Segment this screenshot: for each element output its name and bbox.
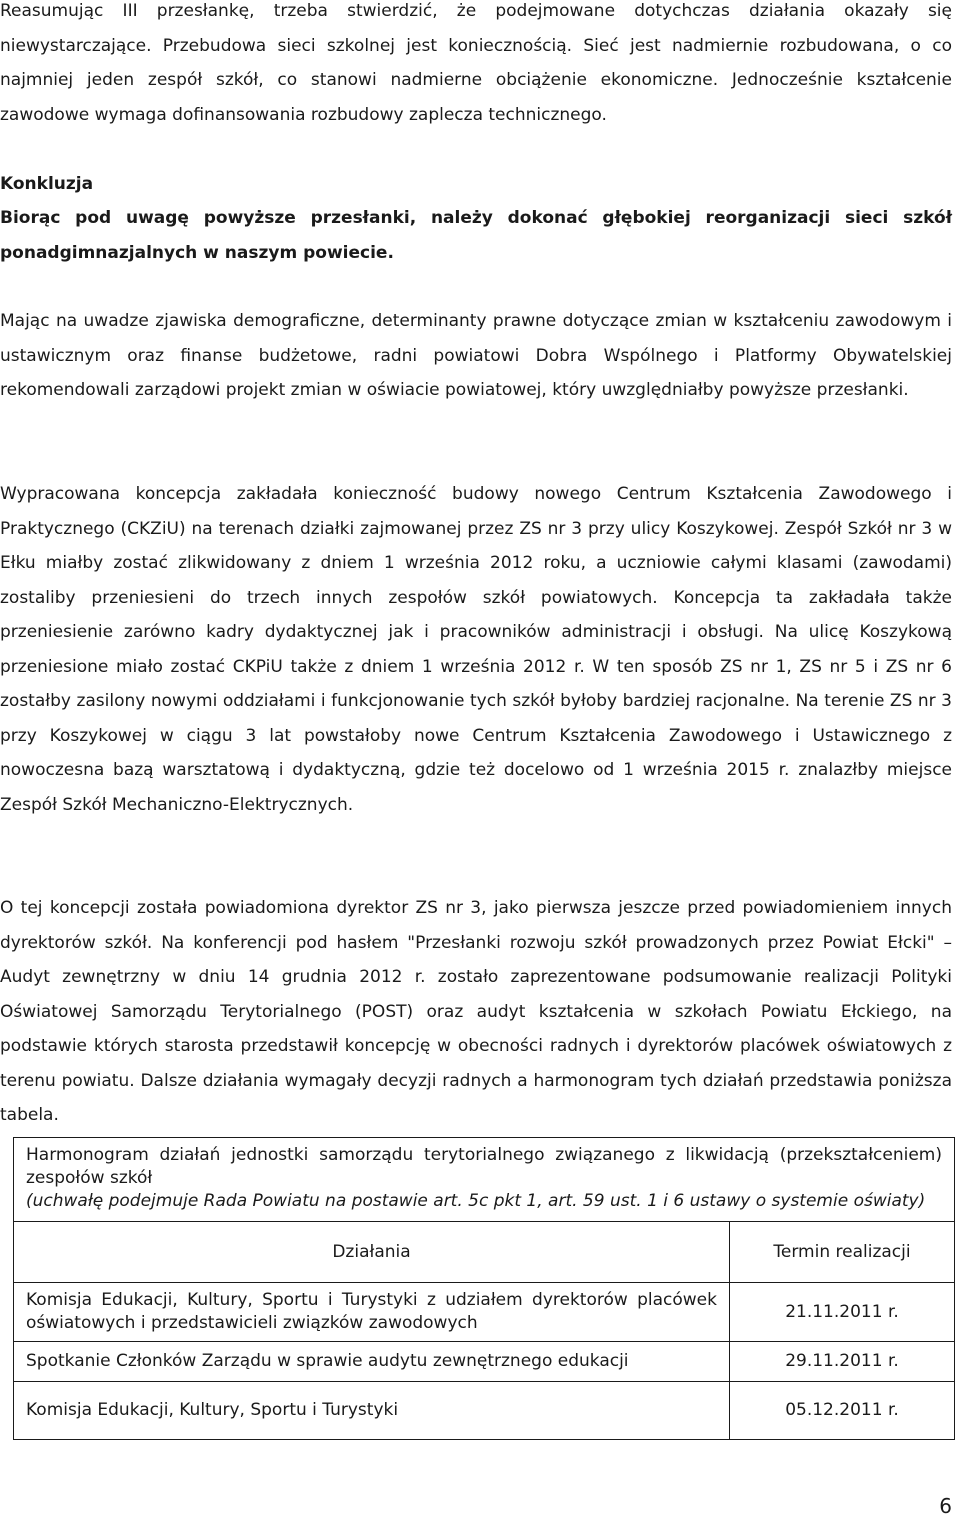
schedule-table bbox=[13, 1137, 955, 1440]
paragraph-conclusion: Biorąc pod uwagę powyższe przesłanki, należy dokonać głębokiej reorganizacji sieci szkół ponadgimnazjalnych w naszym powiecie. bbox=[0, 208, 952, 263]
table-cell-action: Spotkanie Członków Zarządu w sprawie audytu zewnętrznego edukacji bbox=[14, 1342, 730, 1382]
table-row bbox=[14, 1382, 955, 1440]
section-heading-konkluzja: Konkluzja bbox=[0, 174, 94, 194]
table-row bbox=[14, 1283, 955, 1342]
paragraph-notification: O tej koncepcji została powiadomiona dyrektor ZS nr 3, jako pierwsza jeszcze przed powiadomieniem innych dyrektorów szkół. Na konferencji pod hasłem "Przesłanki rozwoju szkół prowadzonych przez Powiat Ełcki" – Audyt zewnętrzny w dniu 14 grudnia 2012 r. zostało zaprezentowane podsumowanie realizacji Polityki Oświatowej Samorządu Terytorialnego (POST) oraz audyt kształcenia w szkołach Powiatu Ełckiego, na podstawie których starosta przedstawił koncepcję w obecności radnych i dyrektorów placówek oświatowych z terenu powiatu. Dalsze działania wymagały decyzji radnych a harmonogram tych działań przedstawia poniższa tabela. bbox=[0, 898, 952, 1125]
table-cell-date: 05.12.2011 r. bbox=[730, 1382, 955, 1440]
table-cell-date: 29.11.2011 r. bbox=[730, 1342, 955, 1382]
paragraph-summary: Reasumując III przesłankę, trzeba stwierdzić, że podejmowane dotychczas działania okazały się niewystarczające. Przebudowa sieci szkolnej jest koniecznością. Sieć jest nadmiernie rozbudowana, o co najmniej jeden zespół szkół, co stanowi nadmierne obciążenie ekonomiczne. Jednocześnie kształcenie zawodowe wymaga dofinansowania rozbudowy zaplecza technicznego. bbox=[0, 1, 952, 125]
table-row bbox=[14, 1342, 955, 1382]
paragraph-recommendation: Mając na uwadze zjawiska demograficzne, determinanty prawne dotyczące zmian w kształceniu zawodowym i ustawicznym oraz finanse budżetowe, radni powiatowi Dobra Wspólnego i Platformy Obywatelskiej rekomendowali zarządowi projekt zmian w oświacie powiatowej, który uwzględniałby powyższe przesłanki. bbox=[0, 311, 952, 400]
paragraph-concept: Wypracowana koncepcja zakładała konieczność budowy nowego Centrum Kształcenia Zawodowego i Praktycznego (CKZiU) na terenach działki zajmowanej przez ZS nr 3 przy ulicy Koszykowej. Zespół Szkół nr 3 w Ełku miałby zostać zlikwidowany z dniem 1 września 2012 roku, a uczniowie całymi klasami (zawodami) zostaliby przeniesieni do trzech innych zespołów szkół powiatowych. Koncepcja ta zakładała także przeniesienie zarówno kadry dydaktycznej jak i pracowników administracji i obsługi. Na ulicę Koszykową przeniesione miało zostać CKPiU także z dniem 1 września 2012 r. W ten sposób ZS nr 1, ZS nr 5 i ZS nr 6 zostałby zasilony nowymi oddziałami i funkcjonowanie tych szkół byłoby bardziej racjonalne. Na terenie ZS nr 3 przy Koszykowej w ciągu 3 lat powstałoby nowe Centrum Kształcenia Zawodowego i Ustawicznego z nowoczesna bazą warsztatową i dydaktyczną, gdzie też docelowo od 1 września 2015 r. znalazłby miejsce Zespół Szkół Mechaniczno-Elektrycznych. bbox=[0, 484, 952, 815]
table-legal-note: (uchwałę podejmuje Rada Powiatu na postawie art. 5c pkt 1, art. 59 ust. 1 i 6 ustawy o systemie oświaty) bbox=[26, 1191, 926, 1211]
table-cell-action: Komisja Edukacji, Kultury, Sportu i Turystyki z udziałem dyrektorów placówek oświatowych i przedstawicieli związków zawodowych bbox=[14, 1283, 730, 1342]
page-number: 6 bbox=[939, 1494, 952, 1518]
table-title: Harmonogram działań jednostki samorządu terytorialnego związanego z likwidacją (przekształceniem) zespołów szkół bbox=[26, 1145, 942, 1188]
column-header-actions: Działania bbox=[14, 1222, 730, 1283]
table-header-row bbox=[14, 1138, 955, 1222]
table-cell-action: Komisja Edukacji, Kultury, Sportu i Turystyki bbox=[14, 1382, 730, 1440]
column-header-date: Termin realizacji bbox=[730, 1222, 955, 1283]
table-cell-date: 21.11.2011 r. bbox=[730, 1283, 955, 1342]
table-title-cell bbox=[14, 1138, 955, 1222]
table-column-headers bbox=[14, 1222, 955, 1283]
